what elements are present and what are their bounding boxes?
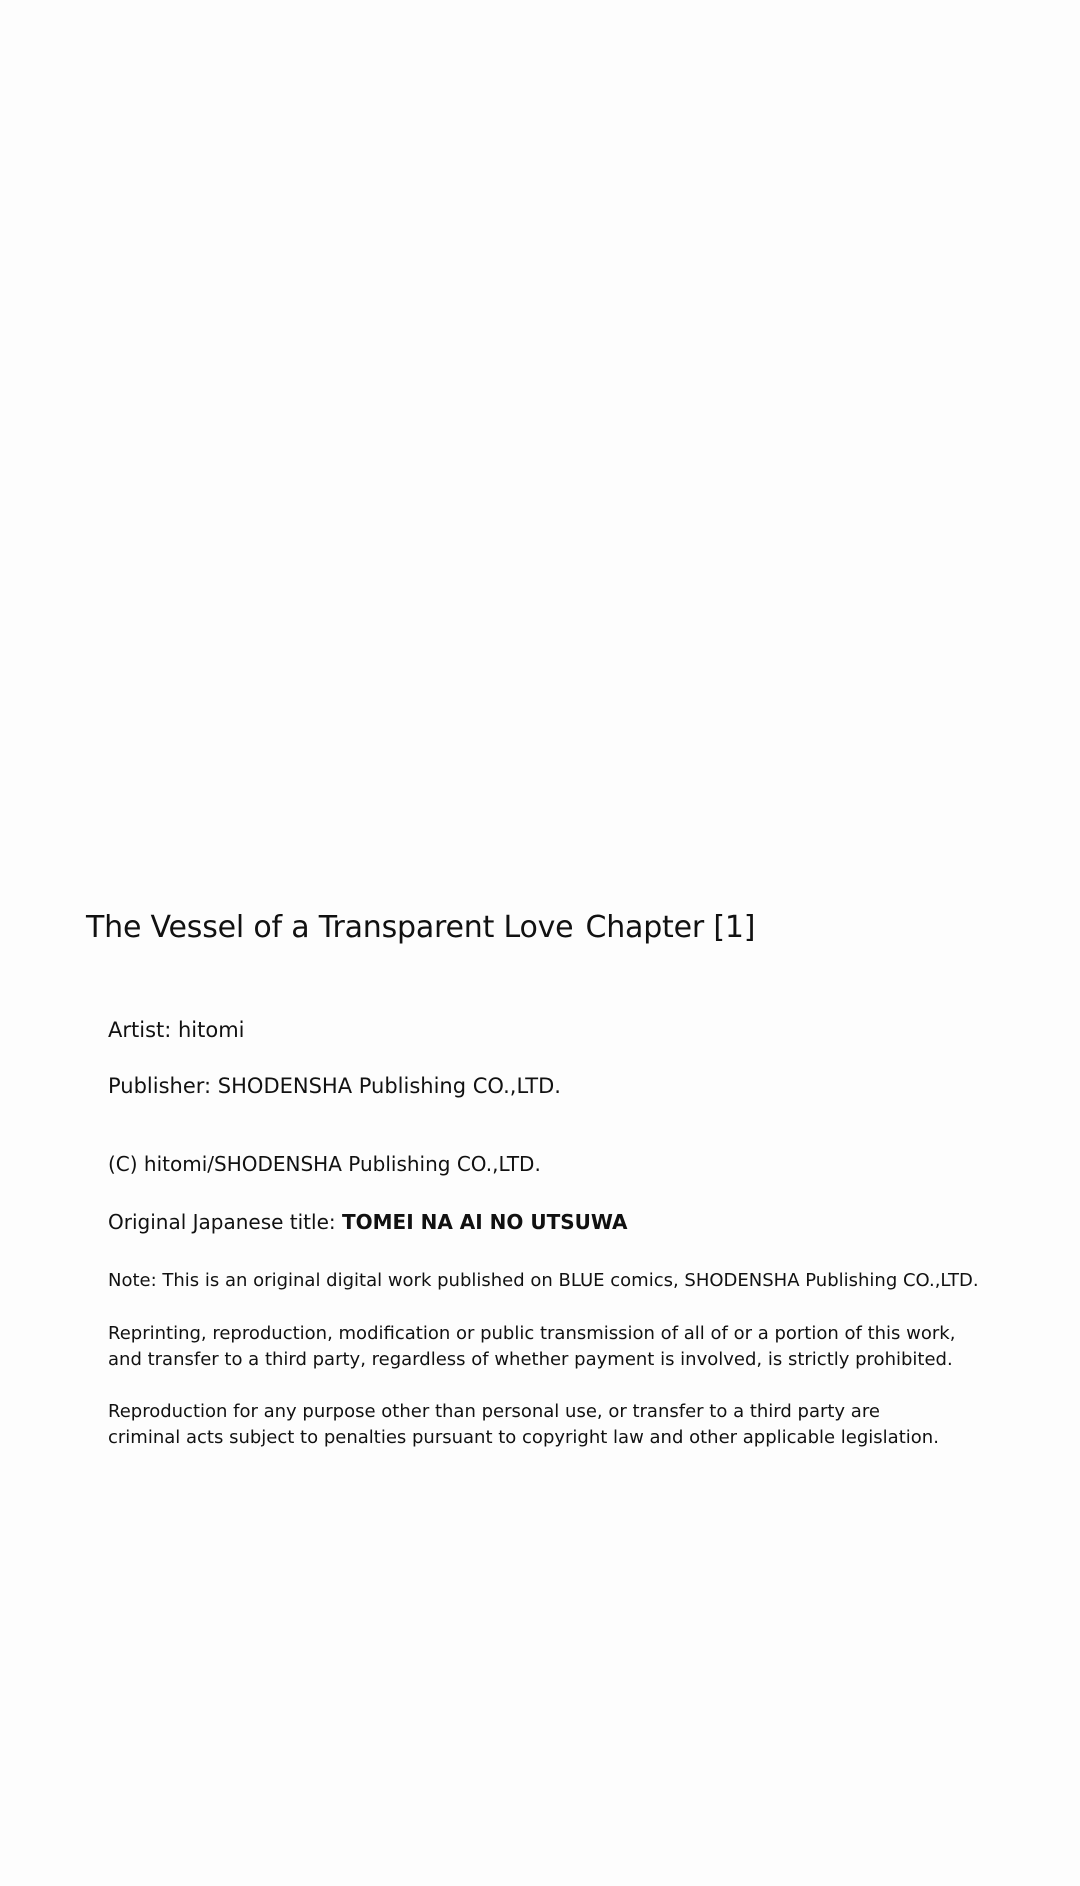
note-line: Note: This is an original digital work published on BLUE comics, SHODENSHA Publishing CO.,LTD. <box>108 1270 979 1291</box>
publisher-credit: Publisher: SHODENSHA Publishing CO.,LTD. <box>108 1074 561 1098</box>
reproduction-notice-line: Reproduction for any purpose other than personal use, or transfer to a third party are <box>108 1401 880 1422</box>
reprint-notice-line: Reprinting, reproduction, modification or public transmission of all of or a portion of this work, <box>108 1323 956 1344</box>
reproduction-notice-line: criminal acts subject to penalties pursuant to copyright law and other applicable legislation. <box>108 1427 939 1448</box>
reprint-notice-line: and transfer to a third party, regardless of whether payment is involved, is strictly prohibited. <box>108 1349 953 1370</box>
reproduction-notice <box>108 1399 939 1451</box>
original-title-line <box>108 1210 628 1234</box>
title-main: The Vessel of a Transparent Love <box>86 910 574 945</box>
original-title-value: TOMEI NA AI NO UTSUWA <box>341 1210 628 1234</box>
reprint-notice <box>108 1321 955 1373</box>
original-title-label: Original Japanese title: <box>108 1210 342 1234</box>
copyright-line: (C) hitomi/SHODENSHA Publishing CO.,LTD. <box>108 1152 541 1176</box>
artist-credit: Artist: hitomi <box>108 1018 245 1042</box>
title-chapter: Chapter [1] <box>585 910 756 945</box>
document-title <box>86 910 755 945</box>
